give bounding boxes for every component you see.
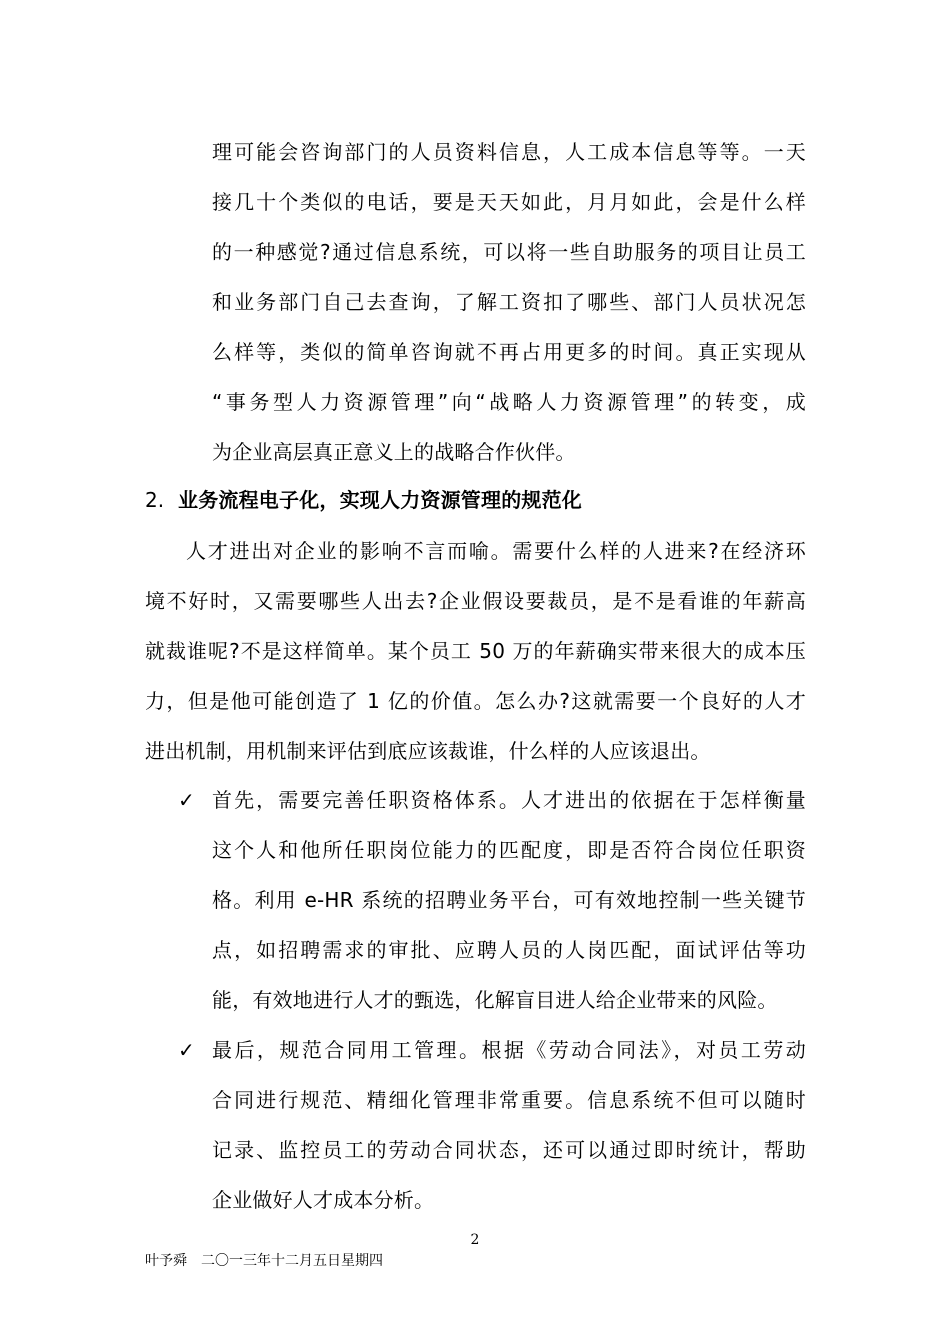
section-number: 2.: [145, 488, 165, 512]
paragraph-line: 么样等，类似的简单咨询就不再占用更多的时间。真正实现从: [212, 340, 806, 364]
bullet-line: 最后，规范合同用工管理。根据《劳动合同法》，对员工劳动: [212, 1038, 806, 1062]
bullet-line: 格。利用 e-HR 系统的招聘业务平台，可有效地控制一些关键节: [212, 888, 806, 912]
paragraph-line: “事务型人力资源管理”向“战略人力资源管理”的转变，成: [212, 390, 806, 414]
paragraph-line: 境不好时，又需要哪些人出去?企业假设要裁员，是不是看谁的年薪高: [145, 589, 806, 613]
check-icon: ✓: [178, 1038, 195, 1062]
bullet-line: 点，如招聘需求的审批、应聘人员的人岗匹配，面试评估等功: [212, 938, 806, 962]
bullet-line: 这个人和他所任职岗位能力的匹配度，即是否符合岗位任职资: [212, 838, 806, 862]
bullet-line: 合同进行规范、精细化管理非常重要。信息系统不但可以随时: [212, 1088, 806, 1112]
section-title: 业务流程电子化，实现人力资源管理的规范化: [178, 488, 582, 512]
paragraph-line: 力，但是他可能创造了 1 亿的价值。怎么办?这就需要一个良好的人才: [145, 689, 806, 713]
paragraph-line: 就裁谁呢?不是这样简单。某个员工 50 万的年薪确实带来很大的成本压: [145, 639, 806, 663]
paragraph-line: 理可能会咨询部门的人员资料信息，人工成本信息等等。一天: [212, 140, 806, 164]
bullet-line: 能，有效地进行人才的甄选，化解盲目进人给企业带来的风险。: [212, 988, 778, 1012]
paragraph-line: 人才进出对企业的影响不言而喻。需要什么样的人进来?在经济环: [186, 539, 806, 563]
paragraph-line: 和业务部门自己去查询，了解工资扣了哪些、部门人员状况怎: [212, 290, 806, 314]
paragraph-line: 进出机制，用机制来评估到底应该裁谁，什么样的人应该退出。: [145, 739, 711, 763]
check-icon: ✓: [178, 788, 195, 812]
paragraph-line: 的一种感觉?通过信息系统，可以将一些自助服务的项目让员工: [212, 240, 806, 264]
paragraph-line: 接几十个类似的电话，要是天天如此，月月如此，会是什么样: [212, 190, 806, 214]
page-footer: 叶予舜 二〇一三年十二月五日星期四: [145, 1253, 383, 1269]
page-number: 2: [470, 1232, 480, 1248]
bullet-line: 记录、监控员工的劳动合同状态，还可以通过即时统计，帮助: [212, 1138, 806, 1162]
paragraph-line: 为企业高层真正意义上的战略合作伙伴。: [212, 440, 576, 464]
bullet-line: 企业做好人才成本分析。: [212, 1188, 435, 1212]
bullet-line: 首先，需要完善任职资格体系。人才进出的依据在于怎样衡量: [212, 788, 806, 812]
